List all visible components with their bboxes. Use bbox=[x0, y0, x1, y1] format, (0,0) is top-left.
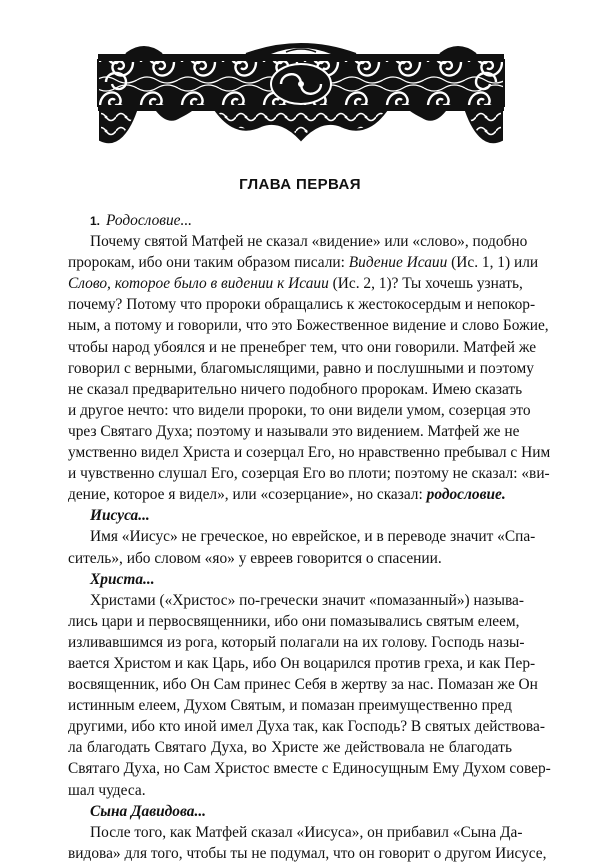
section-heading bbox=[68, 210, 512, 231]
text-line: Святаго Духа, но Сам Христос вместе с Единосущным Ему Духом совер- bbox=[68, 760, 551, 778]
text-line: и другое нечто: что видели пророки, то они видели умом, созерцая это bbox=[68, 401, 531, 419]
text-segment: дение, которое я видел», или «созерцание», но сказал: bbox=[68, 486, 427, 504]
text-line: Христами («Христос» по-гречески значит «помазанный») называ- bbox=[90, 591, 524, 609]
text-line: почему? Потому что пророки обращались к жестокосердым и непокор- bbox=[68, 296, 536, 314]
body-text bbox=[68, 210, 551, 864]
text-line: умственно видел Христа и созерцал Его, но нравственно пребывал с Ним bbox=[68, 444, 551, 462]
ornamental-header-band bbox=[96, 40, 506, 150]
text-line: чрез Святаго Духа; поэтому и называли это видением. Матфей же не bbox=[68, 422, 520, 440]
text-line: не сказал предварительно ничего подобного пророкам. Имею сказать bbox=[68, 380, 523, 398]
text-line: видова» для того, чтобы ты не подумал, что он говорит о другом Иисусе, bbox=[68, 844, 547, 862]
chapter-title: ГЛАВА ПЕРВАЯ bbox=[239, 176, 361, 193]
text-line bbox=[68, 252, 539, 273]
section-heading-text: Родословие... bbox=[106, 212, 193, 229]
citation-italic: Видение Исаии bbox=[348, 254, 448, 272]
text-line: вается Христом и как Царь, ибо Он воцарился против греха, и как Пер- bbox=[68, 654, 536, 672]
text-line bbox=[68, 484, 512, 505]
text-line: говорил с верными, благомыслящими, равно и послушными и поэтому bbox=[68, 359, 534, 377]
text-line: и чувственно слушал Его, созерцая Его во плоти; поэтому не сказал: «ви- bbox=[68, 465, 550, 483]
citation-italic: Слово, которое было в видении к Исаии bbox=[68, 275, 329, 293]
section-heading: Христа... bbox=[90, 570, 155, 588]
text-segment: (Ис. 2, 1)? Ты хочешь узнать, bbox=[328, 275, 523, 293]
text-segment: пророкам, ибо они таким образом писали: bbox=[68, 254, 349, 272]
text-line: восвященник, ибо Он Сам принес Себя в жертву за нас. Помазан же Он bbox=[68, 676, 538, 694]
text-line: лись цари и первосвященники, ибо они помазывались святым елеем, bbox=[68, 612, 520, 630]
text-segment: (Ис. 1, 1) или bbox=[447, 254, 539, 272]
text-line: истинным елеем, Духом Святым, и помазан преимущественно пред bbox=[68, 697, 512, 715]
text-line: ным, а потому и говорили, что это Божественное видение и слово Божие, bbox=[68, 317, 549, 335]
section-heading: Сына Давидова... bbox=[90, 802, 207, 820]
text-line: ла благодать Святаго Духа, во Христе же действовала не благодать bbox=[68, 739, 512, 757]
section-number: 1. bbox=[90, 214, 101, 228]
text-line: ситель», ибо словом «яо» у евреев говорится о спасении. bbox=[68, 549, 442, 567]
text-line: Имя «Иисус» не греческое, но еврейское, и в переводе значит «Спа- bbox=[90, 528, 536, 546]
text-line: другими, ибо кто иной имел Духа так, как Господь? В святых действова- bbox=[68, 718, 545, 736]
text-line: чтобы народ убоялся и не пренебрег тем, что они говорили. Матфей же bbox=[68, 338, 537, 356]
text-line bbox=[68, 273, 523, 294]
text-line: После того, как Матфей сказал «Иисуса», он прибавил «Сына Да- bbox=[90, 823, 523, 841]
text-line: Почему святой Матфей не сказал «видение» или «слово», подобно bbox=[90, 233, 528, 251]
section-heading: Иисуса... bbox=[90, 507, 150, 525]
text-line: шал чудеса. bbox=[68, 781, 146, 799]
text-line: изливавшимся из рога, который полагали на их голову. Господь назы- bbox=[68, 633, 525, 651]
keyword-emphasis: родословие. bbox=[426, 486, 506, 504]
